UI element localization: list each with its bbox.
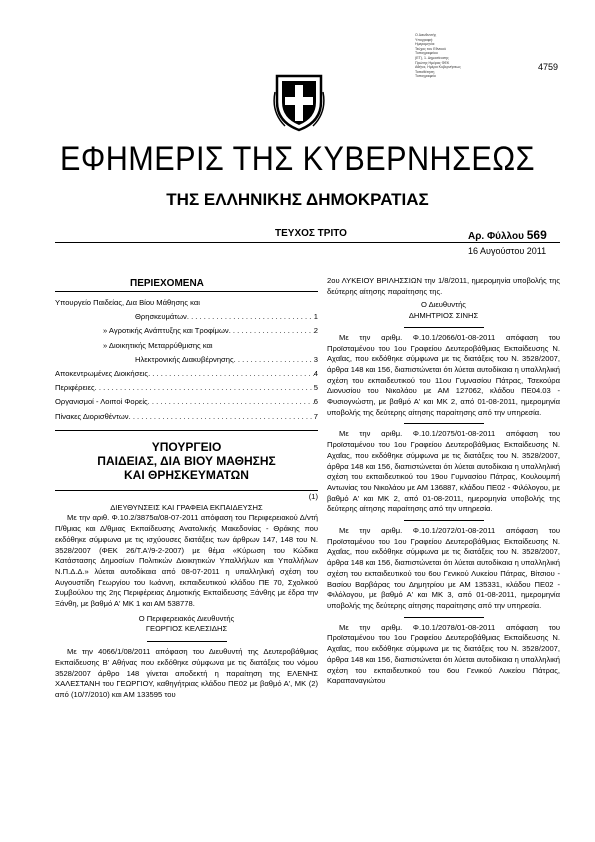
toc-row: Οργανισμοί - Λοιποί Φορείς . . . 6	[55, 395, 318, 409]
signature-role: Ο Διευθυντής	[421, 300, 466, 310]
toc-row: Πίνακες Διορισθέντων . . . 7	[55, 410, 318, 424]
section-heading: ΔΙΕΥΘΥΝΣΕΙΣ ΚΑΙ ΓΡΑΦΕΙΑ ΕΚΠΑΙΔΕΥΣΗΣ	[110, 502, 263, 512]
ministry-line: ΠΑΙΔΕΙΑΣ, ΔΙΑ ΒΙΟΥ ΜΑΘΗΣΗΣ	[97, 454, 276, 468]
signature-role: Ο Περιφερειακός Διευθυντής	[138, 613, 235, 623]
toc-row: » Διοικητικής Μεταρρύθμισης και	[103, 340, 213, 350]
issue-sheet-number	[468, 228, 547, 242]
stamp-line: Αθήνα, Ημέρα Κυβερνήσεως	[415, 65, 461, 70]
separator	[404, 423, 484, 424]
ministry-line: ΥΠΟΥΡΓΕΙΟ	[151, 440, 222, 454]
sheet-number: 569	[526, 228, 547, 242]
sheet-label: Αρ. Φύλλου	[468, 231, 524, 242]
decision-paragraph: Με την 4066/1/08/2011 απόφαση του Διευθυντή της Δευτεροβάθμιας Εκπαίδευσης Β' Αθήνας που εκδόθηκε σύμφωνα με τις διατάξεις του νόμου 3528/2007 άρθρο 148 γίνεται αποδεκτή η παραίτηση της ΕΛΕΝΗΣ ΧΑΛΕΣΤΑΝΗ του ΓΕΩΡΓΙΟΥ, καθηγήτριας κλάδου ΠΕ02 με βαθμό Α', ΜΚ (2) από (10/7/2010) και ΑΜ 133595 του	[55, 647, 318, 699]
toc-rule	[55, 291, 318, 292]
section-rule	[55, 430, 318, 431]
signature-name: ΔΗΜΗΤΡΙΟΣ ΣΙΝΗΣ	[408, 311, 479, 321]
item-number: (1)	[308, 492, 318, 501]
right-column	[327, 276, 560, 687]
left-column	[55, 492, 318, 701]
ministry-line: ΚΑΙ ΘΡΗΣΚΕΥΜΑΤΩΝ	[124, 468, 249, 482]
masthead-subtitle: ΤΗΣ ΕΛΛΗΝΙΚΗΣ ΔΗΜΟΚΡΑΤΙΑΣ	[166, 190, 429, 209]
toc-row: Αποκεντρωμένες Διοικήσεις . . . 4	[55, 367, 318, 381]
signature-name: ΓΕΩΡΓΙΟΣ ΚΕΛΕΣΙΔΗΣ	[145, 624, 228, 634]
decision-paragraph: Με την αριθμ. Φ.10.1/2072/01-08-2011 απόφαση του Προϊσταμένου του 1ου Γραφείου Δευτεροβάθμιας Εκπαίδευσης Ν. Αχαΐας, που εκδόθηκε σύμφωνα με τις διατάξεις του Ν. 3528/2007, άρθρα 148 και 156, διαπιστώνεται ότι λύεται αυτοδίκαια η υπαλληλική σχέση του εκπαιδευτικού του 6ου Γενικού Λυκείου Πάτρας, Βίτσιου - Βασίου Βαρβάρας του Δημητρίου με ΑΜ 135331, κλάδου ΠΕ02 - Φιλόλογου, με βαθμό Α' και ΜΚ 3, από 01-08-2011, ημερομηνία υποβολής της δεύτερης αίτησης παραίτησης από την υπηρεσία.	[327, 526, 560, 610]
toc-row: Ηλεκτρονικής Διακυβέρνησης . . . 3	[55, 353, 318, 367]
toc-row: Περιφέρειες . . . 5	[55, 381, 318, 395]
table-of-contents	[55, 296, 318, 424]
toc-row: Υπουργείο Παιδείας, Δια Βίου Μάθησης και	[55, 298, 200, 307]
header-rule	[55, 242, 560, 243]
toc-row: Θρησκευμάτων . . . 1	[55, 310, 318, 324]
separator	[404, 520, 484, 521]
separator	[147, 641, 227, 642]
issue-date: 16 Αυγούστου 2011	[468, 246, 547, 256]
stamp-line: Ο Διευθυντής	[415, 33, 437, 37]
page-number: 4759	[538, 62, 559, 72]
digital-signature-stamp	[415, 33, 485, 79]
stamp-line: Τοποθέτηση	[415, 69, 435, 74]
ministry-heading	[55, 440, 318, 482]
stamp-line: Τυπογραφείου	[415, 51, 438, 56]
decision-paragraph: 2ου ΛΥΚΕΙΟΥ ΒΡΙΛΗΣΣΙΩΝ την 1/8/2011, ημερομηνία υποβολής της δεύτερης αίτησης παραίτησης της.	[327, 276, 560, 296]
stamp-line: Ημερομηνία:	[415, 42, 436, 47]
toc-row: » Αγροτικής Ανάπτυξης και Τροφίμων . . . 2	[55, 324, 318, 338]
stamp-line: Υπογραφή:	[415, 37, 434, 42]
separator	[404, 617, 484, 618]
decision-paragraph: Με την αριθμ. Φ.10.1/2066/01-08-2011 απόφαση του Προϊσταμένου του 1ου Γραφείου Δευτεροβάθμιας Εκπαίδευσης Ν. Αχαΐας, που εκδόθηκε σύμφωνα με τις διατάξεις του Ν. 3528/2007, άρθρα 148 και 156, διαπιστώνεται ότι λύεται αυτοδίκαια η υπαλληλική σχέση του εκπαιδευτικού του 11ου Γυμνασίου Πάτρας, Τσεκούρα Διονυσίου του Νικολάου με ΑΜ 127062, κλάδου ΠΕ04.03 - Φυσιογνώστη, με βαθμό Α' και ΜΚ 2, από 01-08-2011, ημερομηνία υποβολής της δεύτερης αίτησης παραίτησης από την υπηρεσία.	[327, 332, 560, 417]
section-rule	[55, 490, 318, 491]
stamp-line: Τυπογραφείο	[415, 74, 436, 79]
decision-paragraph: Με την αριθμ. Φ.10.1/2078/01-08-2011 απόφαση του Προϊσταμένου του 1ου Γραφείου Δευτεροβάθμιας Εκπαίδευσης Ν. Αχαΐας, που εκδόθηκε σύμφωνα με τις διατάξεις του Ν. 3528/2007, άρθρα 148 και 156, διαπιστώνεται ότι λύεται αυτοδίκαια η υπαλληλική σχέση του εκπαιδευτικού του 6ου Γενικού Λυκείου Πάτρας, Καραπαναγιώτου	[327, 622, 560, 686]
greek-coat-of-arms-icon	[273, 72, 325, 132]
toc-title: ΠΕΡΙΕΧΟΜΕΝΑ	[130, 278, 204, 289]
stamp-line: Πρώτης Ημέρας ΦΕΚ	[415, 60, 450, 65]
stamp-line: (ΕΤ), 1. Δημοσίευσης	[415, 55, 449, 60]
separator	[404, 327, 484, 328]
decision-paragraph: Με την αριθμ. Φ.10.1/2075/01-08-2011 απόφαση του Προϊσταμένου του 1ου Γραφείου Δευτεροβάθμιας Εκπαίδευσης Ν. Αχαΐας, που εκδόθηκε σύμφωνα με τις διατάξεις του Ν. 3528/2007, άρθρα 148 και 156, διαπιστώνεται ότι λύεται αυτοδίκαια η υπαλληλική σχέση του εκπαιδευτικού του 19ου Γυμνασίου Πάτρας, Κουλουμπή Αντωνίας του Νικολάου με ΑΜ 136887, κλάδου ΠΕ02 - Φιλόλογου, με βαθμό Α' και ΜΚ 2, από 01-08-2011, ημερομηνία υποβολής της δεύτερης αίτησης παραίτησης από την υπηρεσία.	[327, 429, 560, 514]
stamp-line: Τεύχος του Εθνικού	[415, 46, 446, 51]
masthead-title: ΕΦΗΜΕΡΙΣ ΤΗΣ ΚΥΒΕΡΝΗΣΕΩΣ	[60, 140, 535, 178]
issue-teuxos: ΤΕΥΧΟΣ ΤΡΙΤΟ	[275, 228, 347, 239]
decision-paragraph: Με την αριθ. Φ.10.2/3875α/08-07-2011 απόφαση του Περιφερειακού Δ/ντή Π/θμιας και Δ/θμιας Εκπαίδευσης Ανατολικής Μακεδονίας - Θράκης που εκδόθηκε σύμφωνα με τις ισχύουσες διατάξεις των άρθρων 147, 148 του Ν. 3528/2007 (ΦΕΚ 26/Τ.Α'/9-2-2007) με θέμα «Κύρωση του Κώδικα Κατάστασης Δημοσίων Πολιτικών Διοικητικών Υπαλλήλων και Υπαλλήλων Ν.Π.Δ.Δ.» λύεται αυτοδίκαια από 08-07-2011 η υπαλληλική σχέση του Αυγουστίδη Γεωργίου του Ιωάννη, εκπαιδευτικού κλάδου ΠΕ 70, Σχολικού Συμβούλου της 2ης Περιφέρειας Δημοτικής Εκπαίδευσης Ξάνθης με έδρα την Ξάνθη, με βαθμό Α' ΜΚ 1 και ΑΜ 538778.	[55, 513, 318, 609]
